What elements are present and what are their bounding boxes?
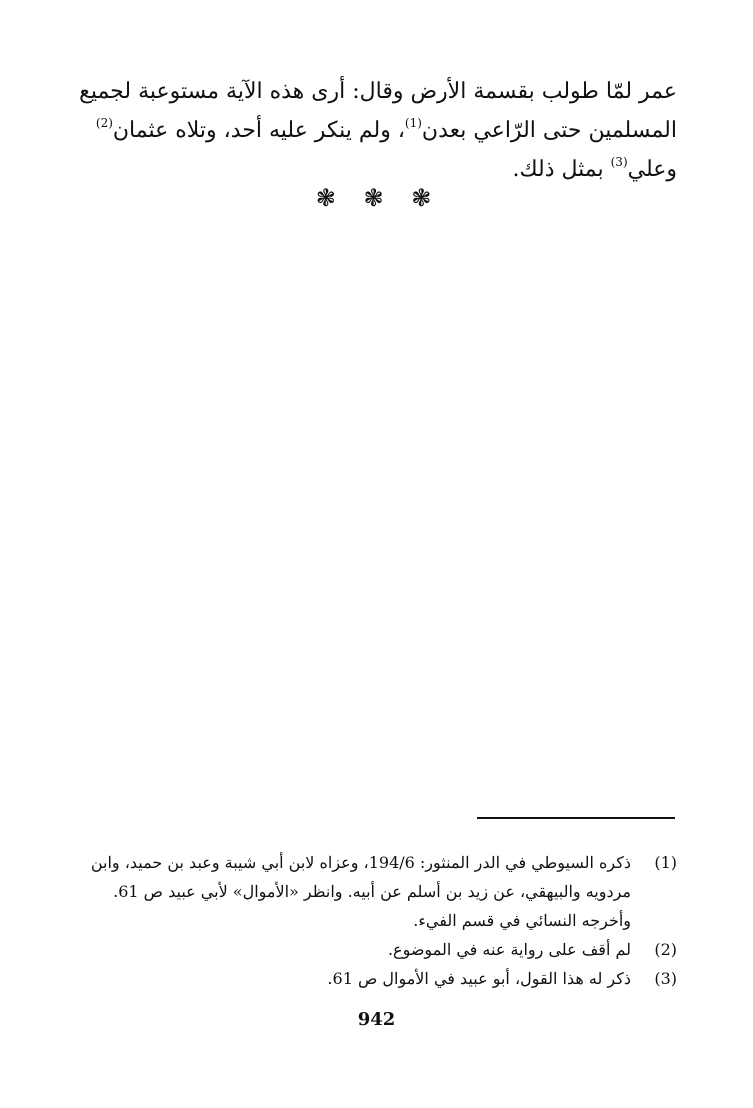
footnote-line: مردويه والبيهقي، عن زيد بن أسلم عن أبيه. وانظر «الأموال» لأبي عبيد ص 61. [113,882,631,901]
footnote-line: لم أقف على رواية عنه في الموضوع. [387,940,631,959]
main-text-line-1: عمر لمّا طولب بقسمة الأرض وقال: أرى هذه الآية مستوعبة لجميع [79,79,677,104]
main-text-segment: المسلمين حتى الرّاعي بعدن [421,118,677,143]
footnote-text [77,935,631,964]
main-text-segment: بمثل ذلك. [512,157,611,182]
footnote-ref-1: (1) [404,116,422,130]
footnote-separator-rule [477,817,675,819]
main-text-segment: ، ولم ينكر عليه أحد، وتلاه عثمان [112,118,405,143]
flower-ornament-icon: ❃ [363,184,390,212]
footnote-number: (1) [654,853,677,872]
main-text-segment: وعلي [627,157,677,182]
flower-ornament-icon: ❃ [411,184,438,212]
footnote-ref-2: (2) [95,116,113,130]
footnotes-section [77,848,677,993]
footnote-item [77,848,677,935]
footnote-line: ذكره السيوطي في الدر المنثور: 194/6، وعزاه لابن أبي شيبة وعبد بن حميد، وابن [90,853,631,872]
flower-ornament-icon: ❃ [315,184,342,212]
footnote-text [77,964,631,993]
footnote-number: (3) [654,969,677,988]
footnote-item [77,935,677,964]
main-text-block [77,72,677,189]
section-divider-ornaments [0,184,753,212]
main-text-line-2 [77,111,677,150]
footnote-item [77,964,677,993]
footnote-line: وأخرجه النسائي في قسم الفيء. [413,911,631,930]
footnote-ref-3: (3) [610,155,628,169]
footnote-number: (2) [654,940,677,959]
footnote-text [77,848,631,935]
footnote-line: ذكر له هذا القول، أبو عبيد في الأموال ص 61. [327,969,631,988]
page-number: 942 [357,1009,396,1030]
